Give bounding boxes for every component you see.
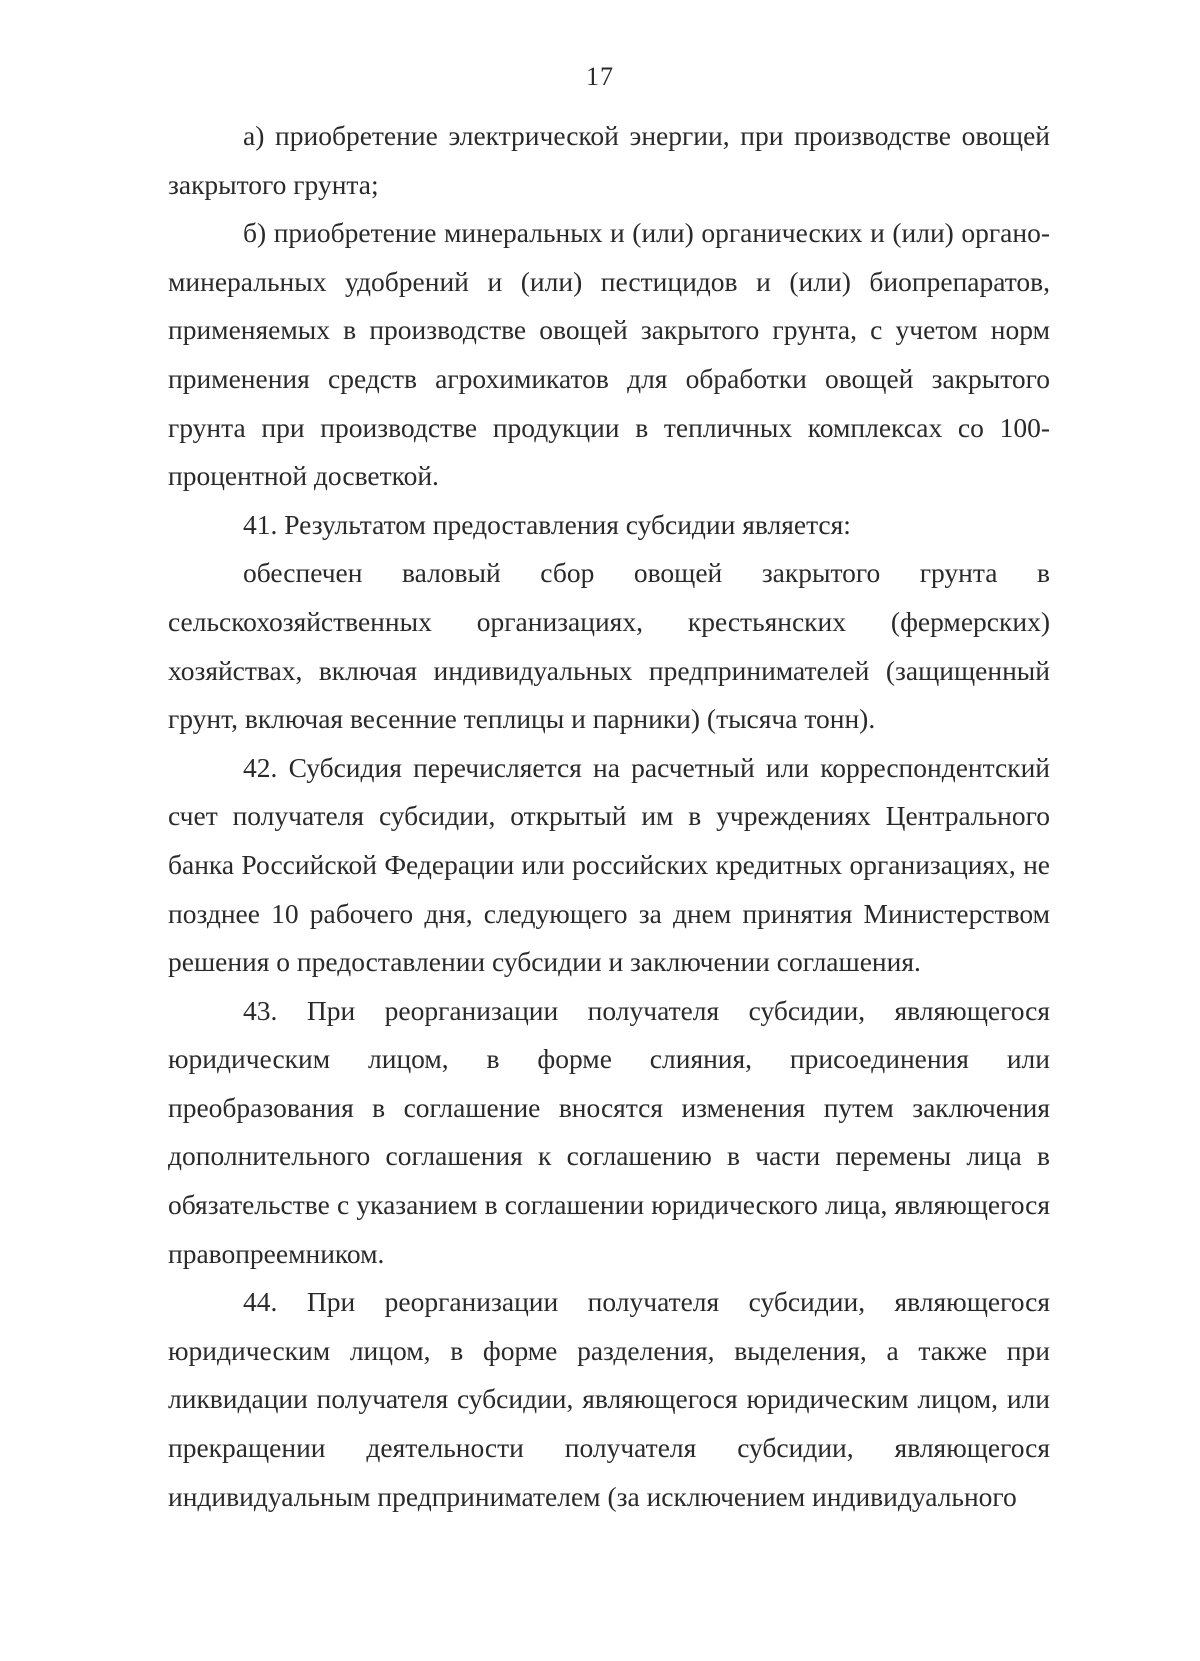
paragraph-41-result: обеспечен валовый сбор овощей закрытого грунта в сельскохозяйственных организациях, крестьянских (фермерских) хозяйствах, включая индивидуальных предпринимателей (защищенный грунт, включая весенние теплицы и парники) (тысяча тонн). <box>168 557 1050 735</box>
paragraph-a: а) приобретение электрической энергии, при производстве овощей закрытого грунта; <box>168 120 1050 200</box>
document-body <box>168 112 1050 1521</box>
paragraph-b: б) приобретение минеральных и (или) органических и (или) органо-минеральных удобрений и (или) пестицидов и (или) биопрепаратов, применяемых в производстве овощей закрытого грунта, с учетом норм применения средств агрохимикатов для обработки овощей закрытого грунта при производстве продукции в тепличных комплексах со 100-процентной досветкой. <box>168 217 1050 492</box>
paragraph-43: 43. При реорганизации получателя субсидии, являющегося юридическим лицом, в форме слияния, присоединения или преобразования в соглашение вносятся изменения путем заключения дополнительного соглашения к соглашению в части перемены лица в обязательстве с указанием в соглашении юридического лица, являющегося правопреемником. <box>168 994 1050 1269</box>
paragraph-44: 44. При реорганизации получателя субсидии, являющегося юридическим лицом, в форме разделения, выделения, а также при ликвидации получателя субсидии, являющегося юридическим лицом, или прекращении деятельности получателя субсидии, являющегося индивидуальным предпринимателем (за исключением индивидуального <box>168 1286 1050 1512</box>
paragraph-41: 41. Результатом предоставления субсидии является: <box>243 508 851 540</box>
page-number: 17 <box>586 62 614 91</box>
paragraph-42: 42. Субсидия перечисляется на расчетный или корреспондентский счет получателя субсидии, открытый им в учреждениях Центрального банка Российской Федерации или российских кредитных организациях, не позднее 10 рабочего дня, следующего за днем принятия Министерством решения о предоставлении субсидии и заключении соглашения. <box>168 751 1050 978</box>
